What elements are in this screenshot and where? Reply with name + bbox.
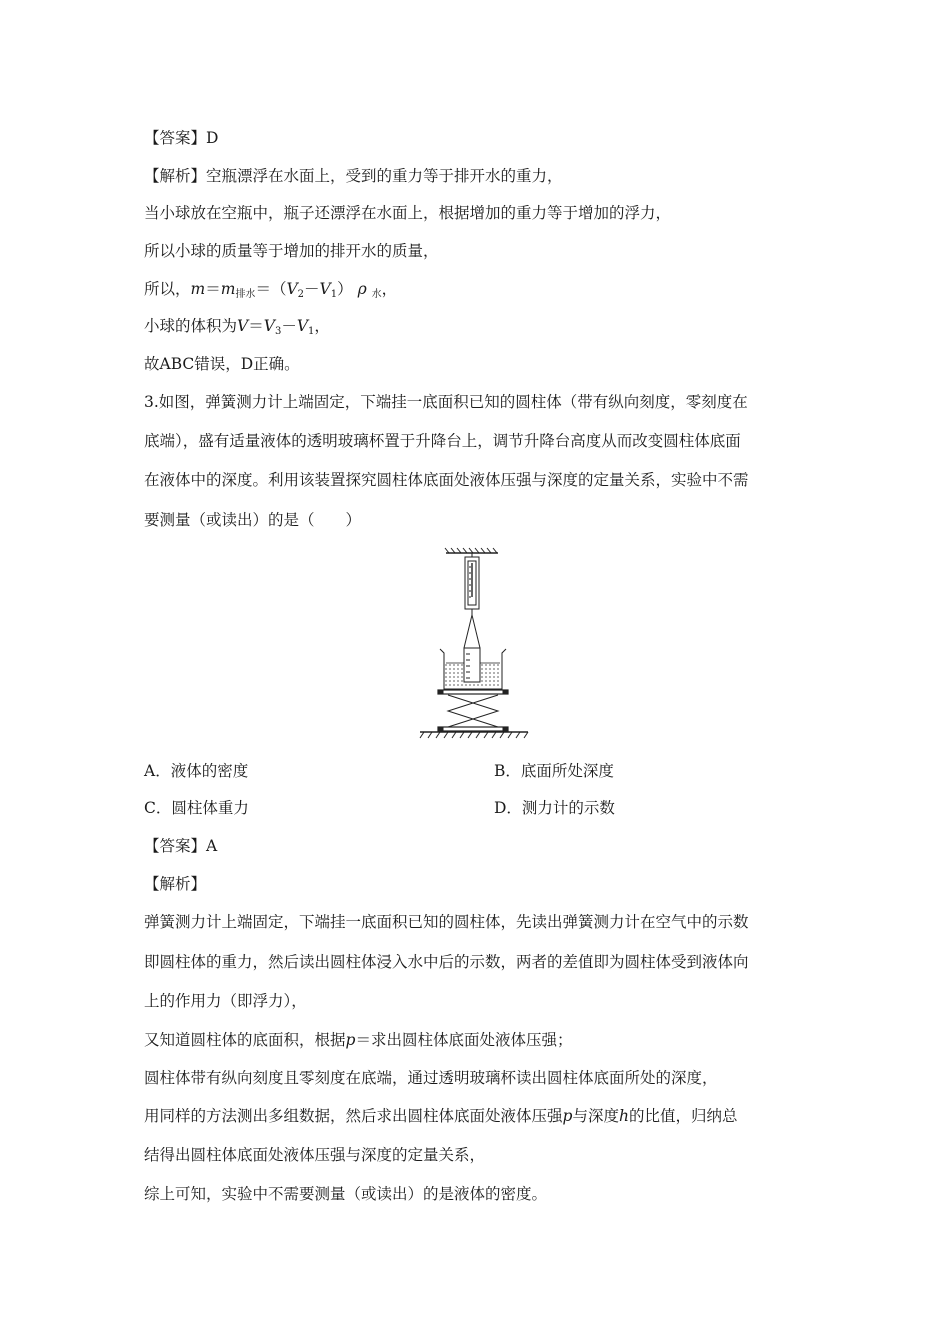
- symbol-p: p: [345, 1031, 356, 1049]
- text: 又知道圆柱体的底面积，根据: [144, 1031, 346, 1049]
- text: 小球的体积为: [144, 317, 238, 335]
- symbol-m: m: [220, 280, 236, 298]
- text: ，: [314, 317, 330, 335]
- symbol-rho: ρ: [357, 280, 367, 298]
- subscript: 1: [308, 326, 315, 337]
- option-c: C．圆柱体重力: [144, 799, 249, 817]
- answer-3: 【答案】A: [144, 837, 218, 855]
- analysis-label: 【解析】: [144, 167, 207, 185]
- text: －: [281, 317, 297, 335]
- text: 与深度: [572, 1107, 619, 1125]
- spring-scale-apparatus-figure: [416, 545, 536, 745]
- analysis-1-line-1: [144, 166, 563, 186]
- option-d: D．测力计的示数: [494, 799, 615, 817]
- symbol-v: V: [263, 317, 275, 335]
- option-b: B．底面所处深度: [494, 762, 614, 780]
- symbol-m: m: [190, 280, 206, 298]
- analysis-1-line-2: 当小球放在空瓶中，瓶子还漂浮在水面上，根据增加的重力等于增加的浮力，: [144, 204, 672, 222]
- symbol-v: V: [237, 317, 249, 335]
- question-3-line-1: 3.如图，弹簧测力计上端固定，下端挂一底面积已知的圆柱体（带有纵向刻度，零刻度在: [144, 393, 748, 411]
- text: ，: [381, 280, 398, 298]
- analysis-3-line-8: 综上可知，实验中不需要测量（或读出）的是液体的密度。: [144, 1185, 548, 1203]
- symbol-v: V: [296, 317, 309, 335]
- text: 用同样的方法测出多组数据，然后求出圆柱体底面处液体压强: [144, 1107, 563, 1125]
- analysis-text: 空瓶漂浮在水面上，受到的重力等于排开水的重力，: [206, 167, 563, 185]
- text: 的比值，归纳总: [628, 1107, 738, 1125]
- subscript: 3: [274, 326, 282, 337]
- analysis-1-formula-volume: [144, 316, 330, 342]
- analysis-3-line-5: 圆柱体带有纵向刻度且零刻度在底端，通过透明玻璃杯读出圆柱体底面所处的深度，: [144, 1069, 718, 1087]
- text: ＝（: [255, 280, 287, 298]
- question-3-line-2: 底端），盛有适量液体的透明玻璃杯置于升降台上，调节升降台高度从而改变圆柱体底面: [144, 432, 741, 450]
- text: ＝: [248, 317, 264, 335]
- analysis-3-line-1: 弹簧测力计上端固定，下端挂一底面积已知的圆柱体，先读出弹簧测力计在空气中的示数: [144, 913, 749, 931]
- text: ＝: [205, 280, 221, 298]
- analysis-1-line-3: 所以小球的质量等于增加的排开水的质量，: [144, 242, 439, 260]
- analysis-3-line-4: [144, 1030, 572, 1050]
- text: －: [304, 280, 320, 298]
- symbol-v: V: [319, 280, 331, 298]
- symbol-h: h: [618, 1107, 629, 1125]
- question-3-line-4: 要测量（或读出）的是（ ）: [144, 511, 362, 529]
- analysis-3-line-3: 上的作用力（即浮力），: [144, 992, 307, 1010]
- symbol-p: p: [562, 1107, 573, 1125]
- analysis-3-line-2: 即圆柱体的重力，然后读出圆柱体浸入水中后的示数，两者的差值即为圆柱体受到液体向: [144, 953, 749, 971]
- answer-1: 【答案】D: [144, 129, 219, 147]
- analysis-3-line-7: 结得出圆柱体底面处液体压强与深度的定量关系，: [144, 1146, 486, 1164]
- subscript: 排水: [235, 289, 256, 300]
- analysis-1-formula-mass: [144, 279, 397, 305]
- question-3-line-3: 在液体中的深度。利用该装置探究圆柱体底面处液体压强与深度的定量关系，实验中不需: [144, 471, 749, 489]
- analysis-3-line-6: [144, 1106, 737, 1126]
- text: ）: [337, 280, 353, 298]
- subscript: 水: [371, 289, 382, 300]
- analysis-1-line-6: 故ABC错误，D正确。: [144, 355, 300, 373]
- text: ＝求出圆柱体底面处液体压强；: [355, 1031, 573, 1049]
- subscript: 2: [297, 289, 305, 300]
- symbol-v: V: [286, 280, 298, 298]
- text: 所以，: [144, 280, 191, 298]
- subscript: 1: [330, 289, 338, 300]
- option-a: A．液体的密度: [144, 762, 249, 780]
- analysis-3-label: 【解析】: [144, 875, 207, 893]
